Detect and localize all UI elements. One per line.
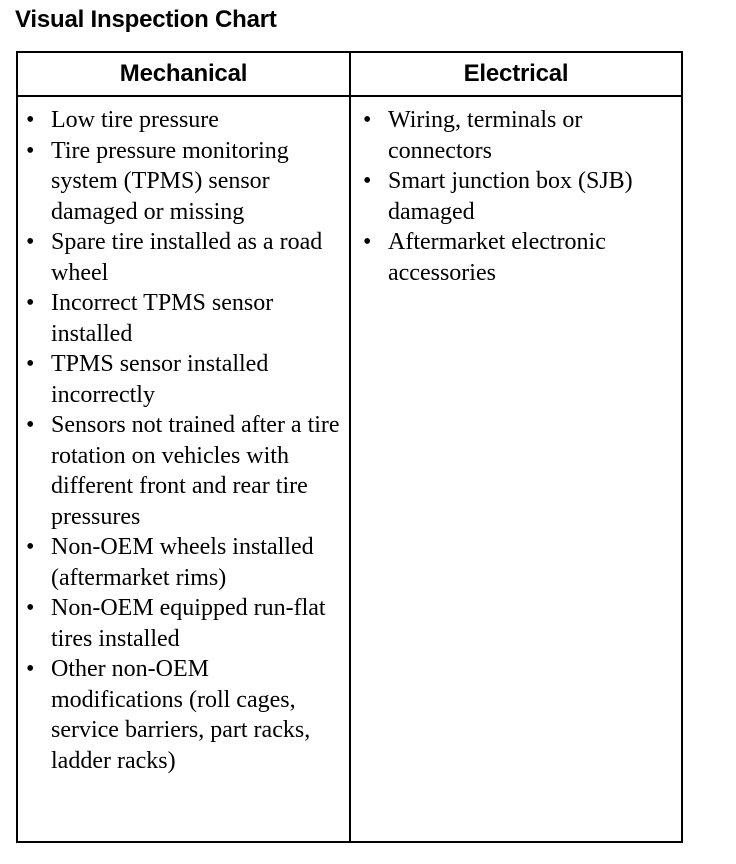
list-item: [24, 105, 346, 136]
list-item: [361, 166, 673, 227]
list-item: [361, 227, 673, 288]
list-item: [24, 593, 346, 654]
item-text: Sensors not trained after a tire rotation on vehicles with different front and rear tire pressures: [51, 412, 340, 530]
list-item: [24, 410, 346, 532]
bullet-icon: •: [363, 168, 372, 194]
bullet-icon: •: [26, 351, 35, 377]
mechanical-header: Mechanical: [119, 60, 248, 87]
bullet-icon: •: [26, 229, 35, 255]
inspection-table: [16, 51, 683, 843]
electrical-list: [361, 105, 673, 288]
list-item: [24, 654, 346, 776]
column-divider: [349, 53, 351, 841]
header-divider: [18, 95, 681, 97]
bullet-icon: •: [26, 656, 35, 682]
bullet-icon: •: [363, 229, 372, 255]
chart-title: Visual Inspection Chart: [15, 6, 277, 33]
item-text: Low tire pressure: [51, 107, 219, 133]
bullet-icon: •: [363, 107, 372, 133]
electrical-header: Electrical: [463, 60, 569, 87]
list-item: [361, 105, 673, 166]
list-item: [24, 349, 346, 410]
list-item: [24, 288, 346, 349]
bullet-icon: •: [26, 534, 35, 560]
item-text: Other non-OEM modifications (roll cages, service barriers, part racks, ladder racks): [51, 656, 311, 774]
item-text: Incorrect TPMS sensor installed: [51, 290, 274, 347]
list-item: [24, 532, 346, 593]
bullet-icon: •: [26, 595, 35, 621]
list-item: [24, 227, 346, 288]
item-text: Tire pressure monitoring system (TPMS) sensor damaged or missing: [51, 137, 289, 225]
item-text: Aftermarket electronic accessories: [388, 229, 606, 286]
bullet-icon: •: [26, 412, 35, 438]
mechanical-list: [24, 105, 346, 776]
bullet-icon: •: [26, 137, 35, 164]
item-text: Non-OEM equipped run-flat tires installed: [51, 595, 326, 652]
item-text: Smart junction box (SJB) damaged: [388, 168, 633, 225]
bullet-icon: •: [26, 107, 35, 133]
bullet-icon: •: [26, 290, 35, 316]
item-text: Non-OEM wheels installed (aftermarket rims): [51, 534, 314, 591]
item-text: TPMS sensor installed incorrectly: [51, 351, 269, 408]
item-text: Wiring, terminals or connectors: [388, 107, 583, 164]
list-item: [24, 136, 346, 228]
item-text: Spare tire installed as a road wheel: [51, 229, 323, 286]
